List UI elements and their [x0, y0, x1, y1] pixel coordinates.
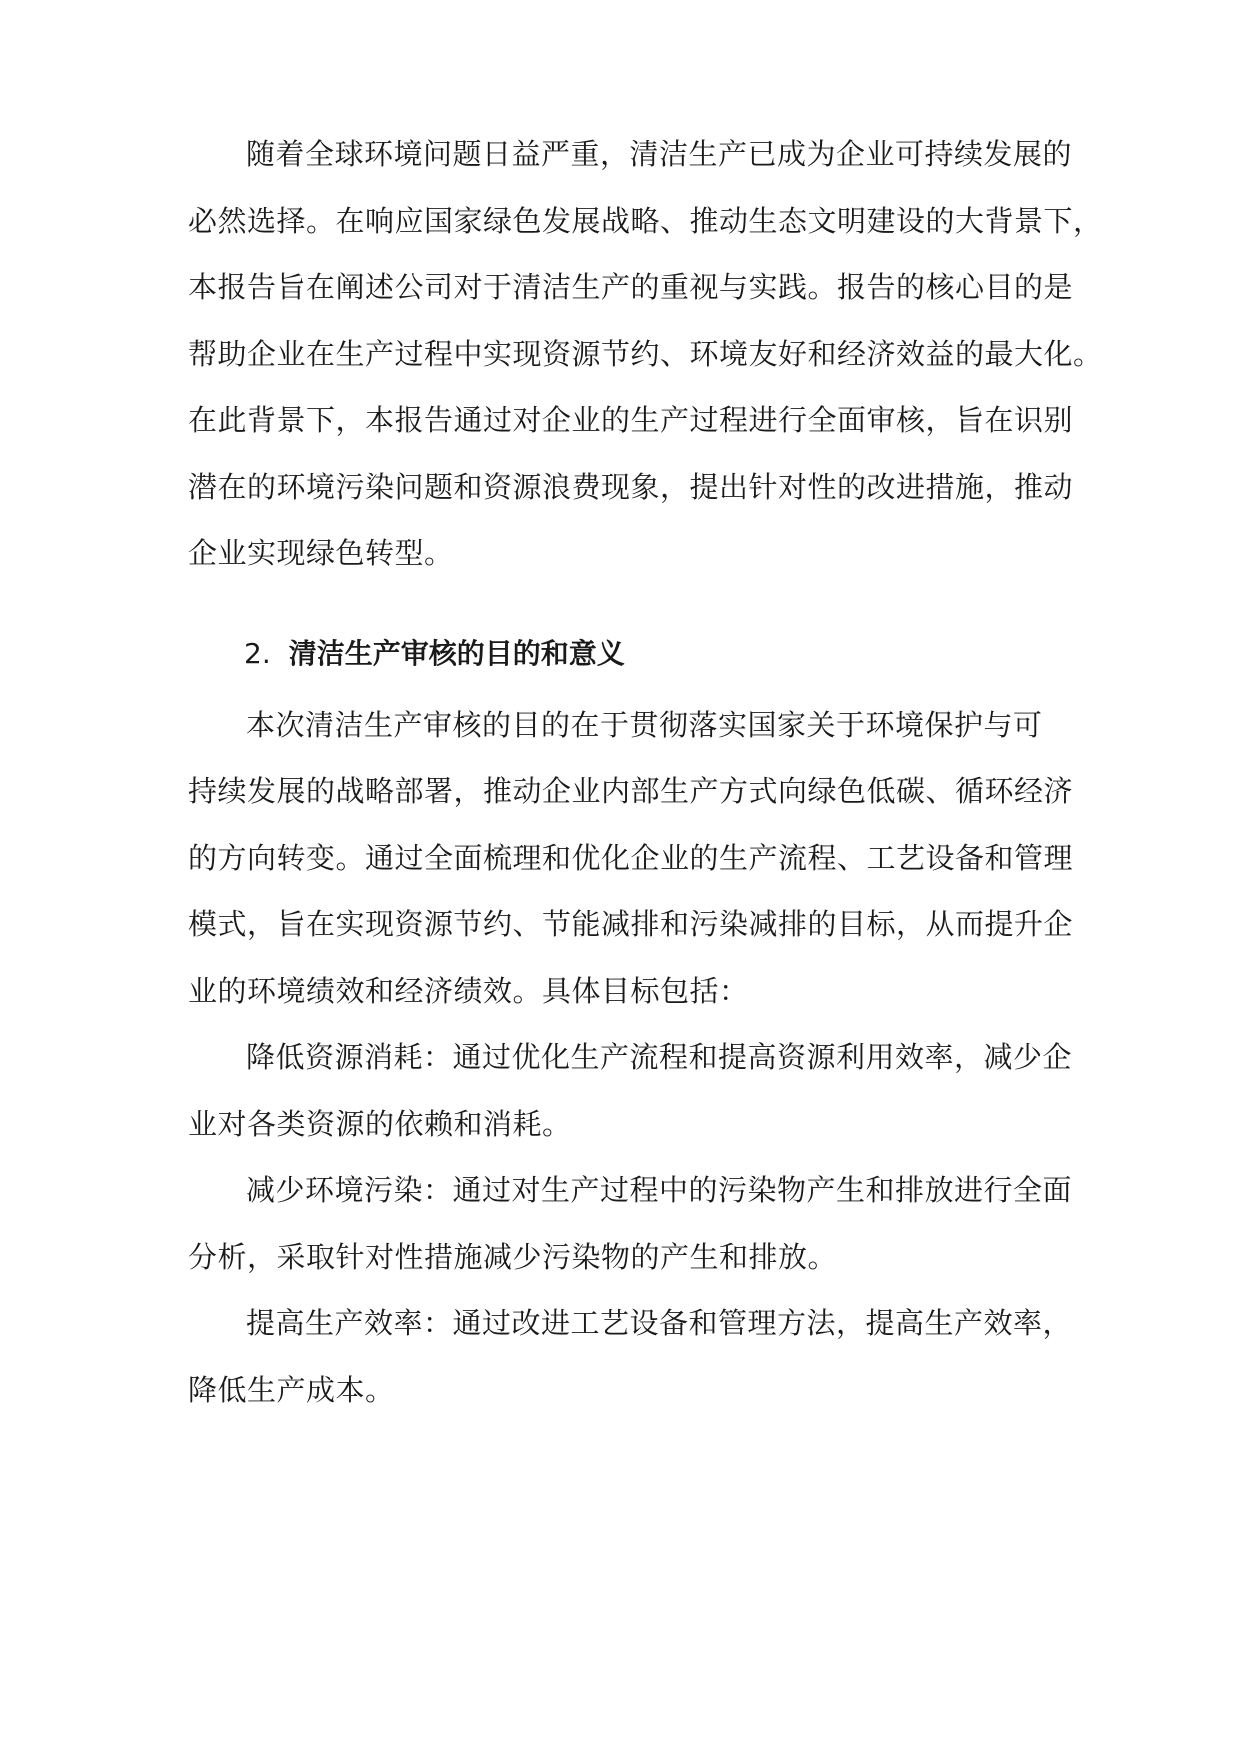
- section-title: 清洁生产审核的目的和意义: [288, 637, 625, 670]
- goal-2-line-2: 分析，采取针对性措施减少污染物的产生和排放。: [188, 1240, 838, 1274]
- section-number: 2.: [244, 637, 271, 670]
- intro-line-1: 随着全球环境问题日益严重，清洁生产已成为企业可持续发展的: [246, 137, 1073, 171]
- goal-1-line-1: 降低资源消耗：通过优化生产流程和提高资源利用效率，减少企: [246, 1040, 1073, 1074]
- purpose-line-4: 模式，旨在实现资源节约、节能减排和污染减排的目标，从而提升企: [188, 907, 1074, 941]
- goal-1-line-2: 业对各类资源的依赖和消耗。: [188, 1107, 572, 1141]
- goal-2-line-1: 减少环境污染：通过对生产过程中的污染物产生和排放进行全面: [246, 1173, 1073, 1207]
- goal-3-line-2: 降低生产成本。: [188, 1373, 395, 1407]
- purpose-line-1: 本次清洁生产审核的目的在于贯彻落实国家关于环境保护与可: [246, 708, 1043, 742]
- purpose-line-2: 持续发展的战略部署，推动企业内部生产方式向绿色低碳、循环经济: [188, 774, 1074, 808]
- purpose-line-5: 业的环境绩效和经济绩效。具体目标包括：: [188, 974, 749, 1008]
- purpose-line-3: 的方向转变。通过全面梳理和优化企业的生产流程、工艺设备和管理: [188, 841, 1074, 875]
- intro-line-2: 必然选择。在响应国家绿色发展战略、推动生态文明建设的大背景下，: [188, 204, 1103, 238]
- goal-3-line-1: 提高生产效率：通过改进工艺设备和管理方法，提高生产效率，: [246, 1306, 1073, 1340]
- intro-line-5: 在此背景下，本报告通过对企业的生产过程进行全面审核，旨在识别: [188, 403, 1074, 437]
- section-heading: [244, 636, 625, 672]
- intro-line-3: 本报告旨在阐述公司对于清洁生产的重视与实践。报告的核心目的是: [188, 270, 1074, 304]
- intro-line-7: 企业实现绿色转型。: [188, 536, 454, 570]
- intro-line-6: 潜在的环境污染问题和资源浪费现象，提出针对性的改进措施，推动: [188, 470, 1074, 504]
- intro-line-4: 帮助企业在生产过程中实现资源节约、环境友好和经济效益的最大化。: [188, 337, 1103, 371]
